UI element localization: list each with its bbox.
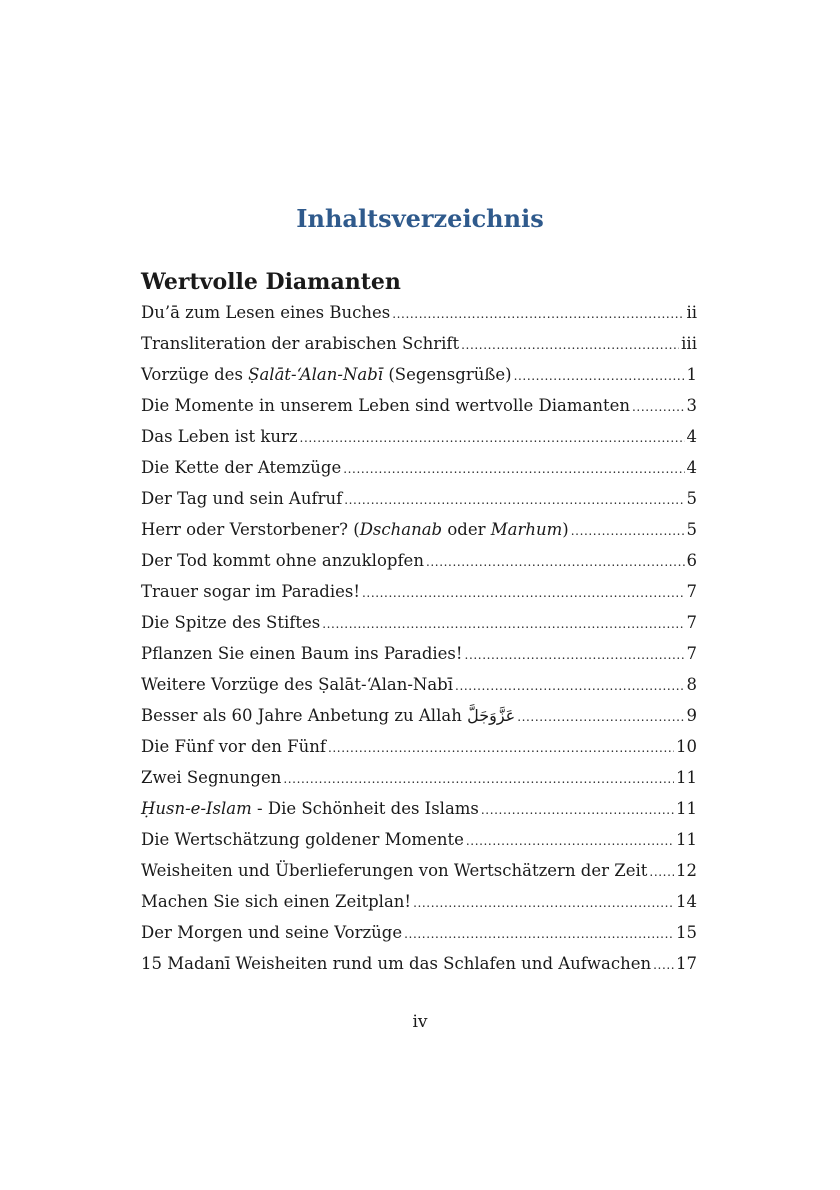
dot-leader (649, 855, 674, 888)
toc-entry-title: Der Morgen und seine Vorzüge (141, 923, 403, 942)
dot-leader (517, 700, 684, 733)
dot-leader (362, 576, 685, 609)
toc-entry-page: 7 (686, 582, 697, 601)
toc-entry[interactable] (141, 917, 697, 948)
toc-entry-page: 11 (676, 799, 697, 818)
toc-entry-page: 4 (686, 427, 697, 446)
toc-entry[interactable] (141, 793, 697, 824)
toc-entry-page: 8 (686, 675, 697, 694)
toc-entry[interactable] (141, 328, 697, 359)
toc-entry-page: 9 (686, 706, 697, 725)
page-number: iv (412, 1012, 428, 1032)
dot-leader (328, 731, 674, 764)
dot-leader (481, 793, 674, 826)
dot-leader (465, 638, 685, 671)
toc-entry-title: Das Leben ist kurz (141, 427, 298, 446)
toc-title: Inhaltsverzeichnis (296, 204, 544, 233)
dot-leader (632, 390, 685, 423)
toc-entry-page: 5 (686, 520, 697, 539)
toc-entry-title: Weitere Vorzüge des Ṣalāt-‘Alan-Nabī (141, 675, 454, 694)
dot-leader (461, 328, 679, 361)
toc-entry[interactable] (141, 576, 697, 607)
toc-entry[interactable] (141, 700, 697, 731)
toc-entry-title: Transliteration der arabischen Schrift (141, 334, 460, 353)
toc-entry-title: Vorzüge des Ṣalāt-‘Alan-Nabī (Segensgrüße) (141, 365, 512, 384)
toc-entry-page: 5 (686, 489, 697, 508)
arabic-honorific: عَزَّوَجَلَّ (467, 706, 516, 725)
toc-entry-title: Weisheiten und Überlieferungen von Wertschätzern der Zeit (141, 861, 648, 880)
toc-entry[interactable] (141, 886, 697, 917)
toc-entry-page: iii (681, 334, 697, 353)
toc-entry[interactable] (141, 545, 697, 576)
toc-entry[interactable] (141, 855, 697, 886)
toc-entry-page: 3 (686, 396, 697, 415)
toc-entry-title: Ḥusn-e-Islam - Die Schönheit des Islams (141, 799, 479, 818)
dot-leader (514, 359, 685, 392)
dot-leader (571, 514, 685, 547)
toc-entry-page: 7 (686, 613, 697, 632)
toc-entry-title: Die Momente in unserem Leben sind wertvolle Diamanten (141, 396, 630, 415)
toc-entry[interactable] (141, 638, 697, 669)
dot-leader (404, 917, 674, 950)
toc-entry-title: Herr oder Verstorbener? (Dschanab oder Marhum) (141, 520, 569, 539)
toc-entry[interactable] (141, 607, 697, 638)
toc-entry-title: Der Tag und sein Aufruf (141, 489, 343, 508)
toc-entry[interactable] (141, 824, 697, 855)
toc-entry-title: Besser als 60 Jahre Anbetung zu Allah عَزَّوَجَلَّ (141, 706, 516, 725)
toc-entry-page: 14 (676, 892, 697, 911)
toc-entry[interactable] (141, 483, 697, 514)
toc-entry-page: 17 (676, 954, 697, 973)
toc-entry-page: 15 (676, 923, 697, 942)
toc-entry-page: 12 (676, 861, 697, 880)
toc-entry[interactable] (141, 948, 697, 979)
toc-entry-page: 10 (676, 737, 697, 756)
dot-leader (455, 669, 684, 702)
section-heading: Wertvolle Diamanten (141, 269, 401, 295)
toc-entry-page: 7 (686, 644, 697, 663)
toc-entry[interactable] (141, 421, 697, 452)
dot-leader (343, 452, 684, 485)
toc-list (141, 297, 697, 979)
toc-entry-page: 1 (686, 365, 697, 384)
toc-entry[interactable] (141, 359, 697, 390)
toc-entry-title: 15 Madanī Weisheiten rund um das Schlafen und Aufwachen (141, 954, 652, 973)
toc-entry-title: Die Spitze des Stiftes (141, 613, 321, 632)
toc-entry-page: 4 (686, 458, 697, 477)
toc-entry-title: Die Kette der Atemzüge (141, 458, 342, 477)
dot-leader (466, 824, 674, 857)
toc-entry-title: Die Wertschätzung goldener Momente (141, 830, 464, 849)
toc-entry[interactable] (141, 669, 697, 700)
toc-entry-title: Der Tod kommt ohne anzuklopfen (141, 551, 424, 570)
toc-entry[interactable] (141, 762, 697, 793)
toc-entry[interactable] (141, 297, 697, 328)
toc-entry-page: 11 (676, 768, 697, 787)
dot-leader (322, 607, 684, 640)
toc-entry-title: Die Fünf vor den Fünf (141, 737, 326, 756)
dot-leader (413, 886, 674, 919)
toc-entry-title: Zwei Segnungen (141, 768, 282, 787)
toc-entry-page: 6 (686, 551, 697, 570)
toc-entry-title: Machen Sie sich einen Zeitplan! (141, 892, 412, 911)
dot-leader (653, 948, 674, 981)
dot-leader (392, 297, 684, 330)
dot-leader (283, 762, 674, 795)
toc-entry[interactable] (141, 514, 697, 545)
toc-entry[interactable] (141, 390, 697, 421)
toc-entry-page: ii (686, 303, 697, 322)
toc-entry-page: 11 (676, 830, 697, 849)
toc-entry-title: Du’ā zum Lesen eines Buches (141, 303, 391, 322)
toc-entry-title: Pflanzen Sie einen Baum ins Paradies! (141, 644, 463, 663)
dot-leader (344, 483, 684, 516)
toc-entry[interactable] (141, 452, 697, 483)
dot-leader (426, 545, 685, 578)
dot-leader (300, 421, 685, 454)
toc-entry[interactable] (141, 731, 697, 762)
toc-entry-title: Trauer sogar im Paradies! (141, 582, 360, 601)
